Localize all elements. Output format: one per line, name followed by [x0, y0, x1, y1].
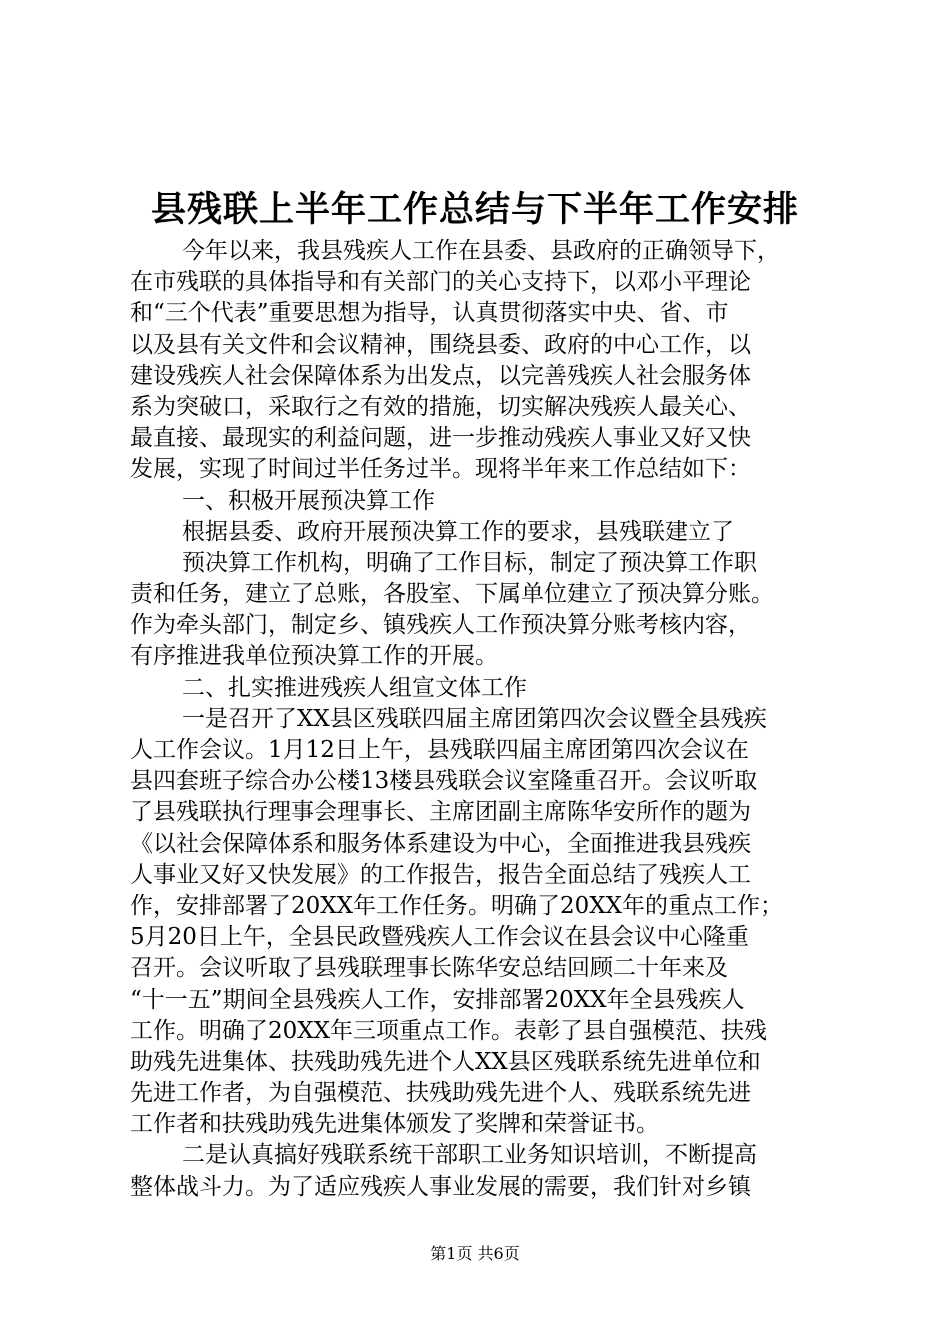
text-line: 根据县委、政府开展预决算工作的要求，县残联建立了 [182, 518, 734, 545]
text-line: 预决算工作机构，明确了工作目标，制定了预决算工作职 [182, 549, 757, 576]
text-line: 人事业又好又快发展》的工作报告，报告全面总结了残疾人工 [130, 861, 751, 888]
section-heading-2: 二、扎实推进残疾人组宣文体工作 [182, 674, 527, 701]
text-line: 助残先进集体、扶残助残先进个人XX县区残联系统先进单位和 [130, 1048, 761, 1075]
text-line: 工作者和扶残助残先进集体颁发了奖牌和荣誉证书。 [130, 1111, 659, 1138]
text-line: 工作。明确了20XX年三项重点工作。表彰了县自强模范、扶残 [130, 1017, 768, 1044]
text-line: 先进工作者，为自强模范、扶残助残先进个人、残联系统先进 [130, 1080, 751, 1107]
text-line: 责和任务，建立了总账，各股室、下属单位建立了预决算分账。 [130, 581, 774, 608]
text-line: 有序推进我单位预决算工作的开展。 [130, 643, 498, 670]
text-line: 建设残疾人社会保障体系为出发点，以完善残疾人社会服务体 [130, 362, 751, 389]
text-line: 系为突破口，采取行之有效的措施，切实解决残疾人最关心、 [130, 393, 751, 420]
text-line: 《以社会保障体系和服务体系建设为中心，全面推进我县残疾 [130, 830, 751, 857]
text-line: 作，安排部署了20XX年工作任务。明确了20XX年的重点工作； [130, 892, 784, 919]
text-line: 作为牵头部门，制定乡、镇残疾人工作预决算分账考核内容， [130, 612, 751, 639]
text-line: 一是召开了XX县区残联四届主席团第四次会议暨全县残疾 [182, 705, 767, 732]
text-line: 和“三个代表”重要思想为指导，认真贯彻落实中央、省、市 [130, 300, 729, 327]
document-title: 县残联上半年工作总结与下半年工作安排 [150, 189, 799, 230]
text-line: 了县残联执行理事会理事长、主席团副主席陈华安所作的题为 [130, 799, 751, 826]
text-line: 以及县有关文件和会议精神，围绕县委、政府的中心工作，以 [130, 331, 751, 358]
text-line: 县四套班子综合办公楼13楼县残联会议室隆重召开。会议听取 [130, 768, 758, 795]
text-line: 在市残联的具体指导和有关部门的关心支持下，以邓小平理论 [130, 269, 751, 296]
text-line: 最直接、最现实的利益问题，进一步推动残疾人事业又好又快 [130, 425, 751, 452]
text-line: 召开。会议听取了县残联理事长陈华安总结回顾二十年来及 [130, 955, 728, 982]
section-heading-1: 一、积极开展预决算工作 [182, 487, 435, 514]
text-line: 人工作会议。1月12日上午，县残联四届主席团第四次会议在 [130, 737, 749, 763]
document-body [130, 236, 830, 1203]
text-line: 发展，实现了时间过半任务过半。现将半年来工作总结如下： [130, 456, 751, 483]
text-line: “十一五”期间全县残疾人工作，安排部署20XX年全县残疾人 [130, 986, 745, 1013]
text-line: 今年以来，我县残疾人工作在县委、县政府的正确领导下， [182, 238, 780, 264]
page-number-footer: 第1页 共6页 [430, 1244, 520, 1263]
text-line: 二是认真搞好残联系统干部职工业务知识培训，不断提高 [182, 1142, 757, 1169]
text-line: 整体战斗力。为了适应残疾人事业发展的需要，我们针对乡镇 [130, 1173, 751, 1200]
text-line: 5月20日上午，全县民政暨残疾人工作会议在县会议中心隆重 [130, 924, 749, 951]
